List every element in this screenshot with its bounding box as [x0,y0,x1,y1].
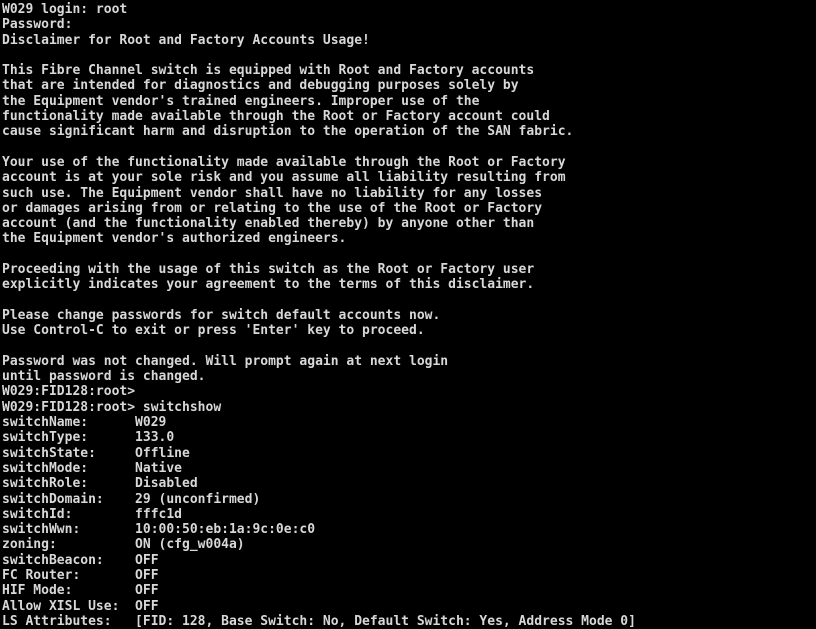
terminal-line: account is at your sole risk and you assume all liability resulting from [2,170,566,186]
terminal-line: functionality made available through the Root or Factory account could [2,109,550,125]
terminal-line: switchBeacon: OFF [2,552,159,568]
terminal-line: the Equipment vendor's authorized engineers. [2,231,347,247]
terminal-line: LS Attributes: [FID: 128, Base Switch: No, Default Switch: Yes, Address Mode 0] [2,613,636,629]
terminal-line: such use. The Equipment vendor shall have no liability for any losses [2,185,543,201]
terminal-line: switchRole: Disabled [2,476,198,492]
terminal-line: This Fibre Channel switch is equipped with Root and Factory accounts [2,63,535,79]
terminal-line: Proceeding with the usage of this switch as the Root or Factory user [2,262,535,278]
terminal-line: account (and the functionality enabled thereby) by anyone other than [2,216,535,232]
terminal-line [2,293,816,308]
terminal-line: explicitly indicates your agreement to the terms of this disclaimer. [2,277,535,293]
terminal-line [2,48,816,63]
terminal-line: zoning: ON (cfg_w004a) [2,537,245,553]
terminal-line [2,247,816,262]
terminal-line: Disclaimer for Root and Factory Accounts Usage! [2,32,370,48]
terminal-line: Use Control-C to exit or press 'Enter' key to proceed. [2,323,425,339]
terminal-line: switchWwn: 10:00:50:eb:1a:9c:0e:c0 [2,522,316,538]
terminal-line: Password: [2,17,73,33]
terminal-line: Allow XISL Use: OFF [2,598,159,614]
terminal-line: Your use of the functionality made available through the Root or Factory [2,154,566,170]
terminal-line: switchMode: Native [2,460,183,476]
terminal-line: switchName: W029 [2,415,167,431]
terminal-line: Please change passwords for switch default accounts now. [2,307,441,323]
terminal-line: cause significant harm and disruption to the operation of the SAN fabric. [2,124,574,140]
terminal-line: FC Router: OFF [2,567,159,583]
terminal-line [2,339,816,354]
terminal-line: or damages arising from or relating to the use of the Root or Factory [2,200,543,216]
terminal-line: until password is changed. [2,369,206,385]
terminal-line [2,140,816,155]
terminal-line: that are intended for diagnostics and debugging purposes solely by [2,78,519,94]
terminal-line: switchId: fffc1d [2,506,183,522]
terminal-line: W029 login: root [2,2,128,17]
terminal-line: W029:FID128:root> [2,384,136,400]
terminal-line: the Equipment vendor's trained engineers. Improper use of the [2,93,480,109]
terminal-line: W029:FID128:root> switchshow [2,399,222,415]
terminal-line: switchType: 133.0 [2,430,175,446]
terminal-line: switchDomain: 29 (unconfirmed) [2,491,261,507]
terminal-line: HIF Mode: OFF [2,583,159,599]
terminal-line: switchState: Offline [2,445,190,461]
terminal-line: Password was not changed. Will prompt again at next login [2,353,449,369]
